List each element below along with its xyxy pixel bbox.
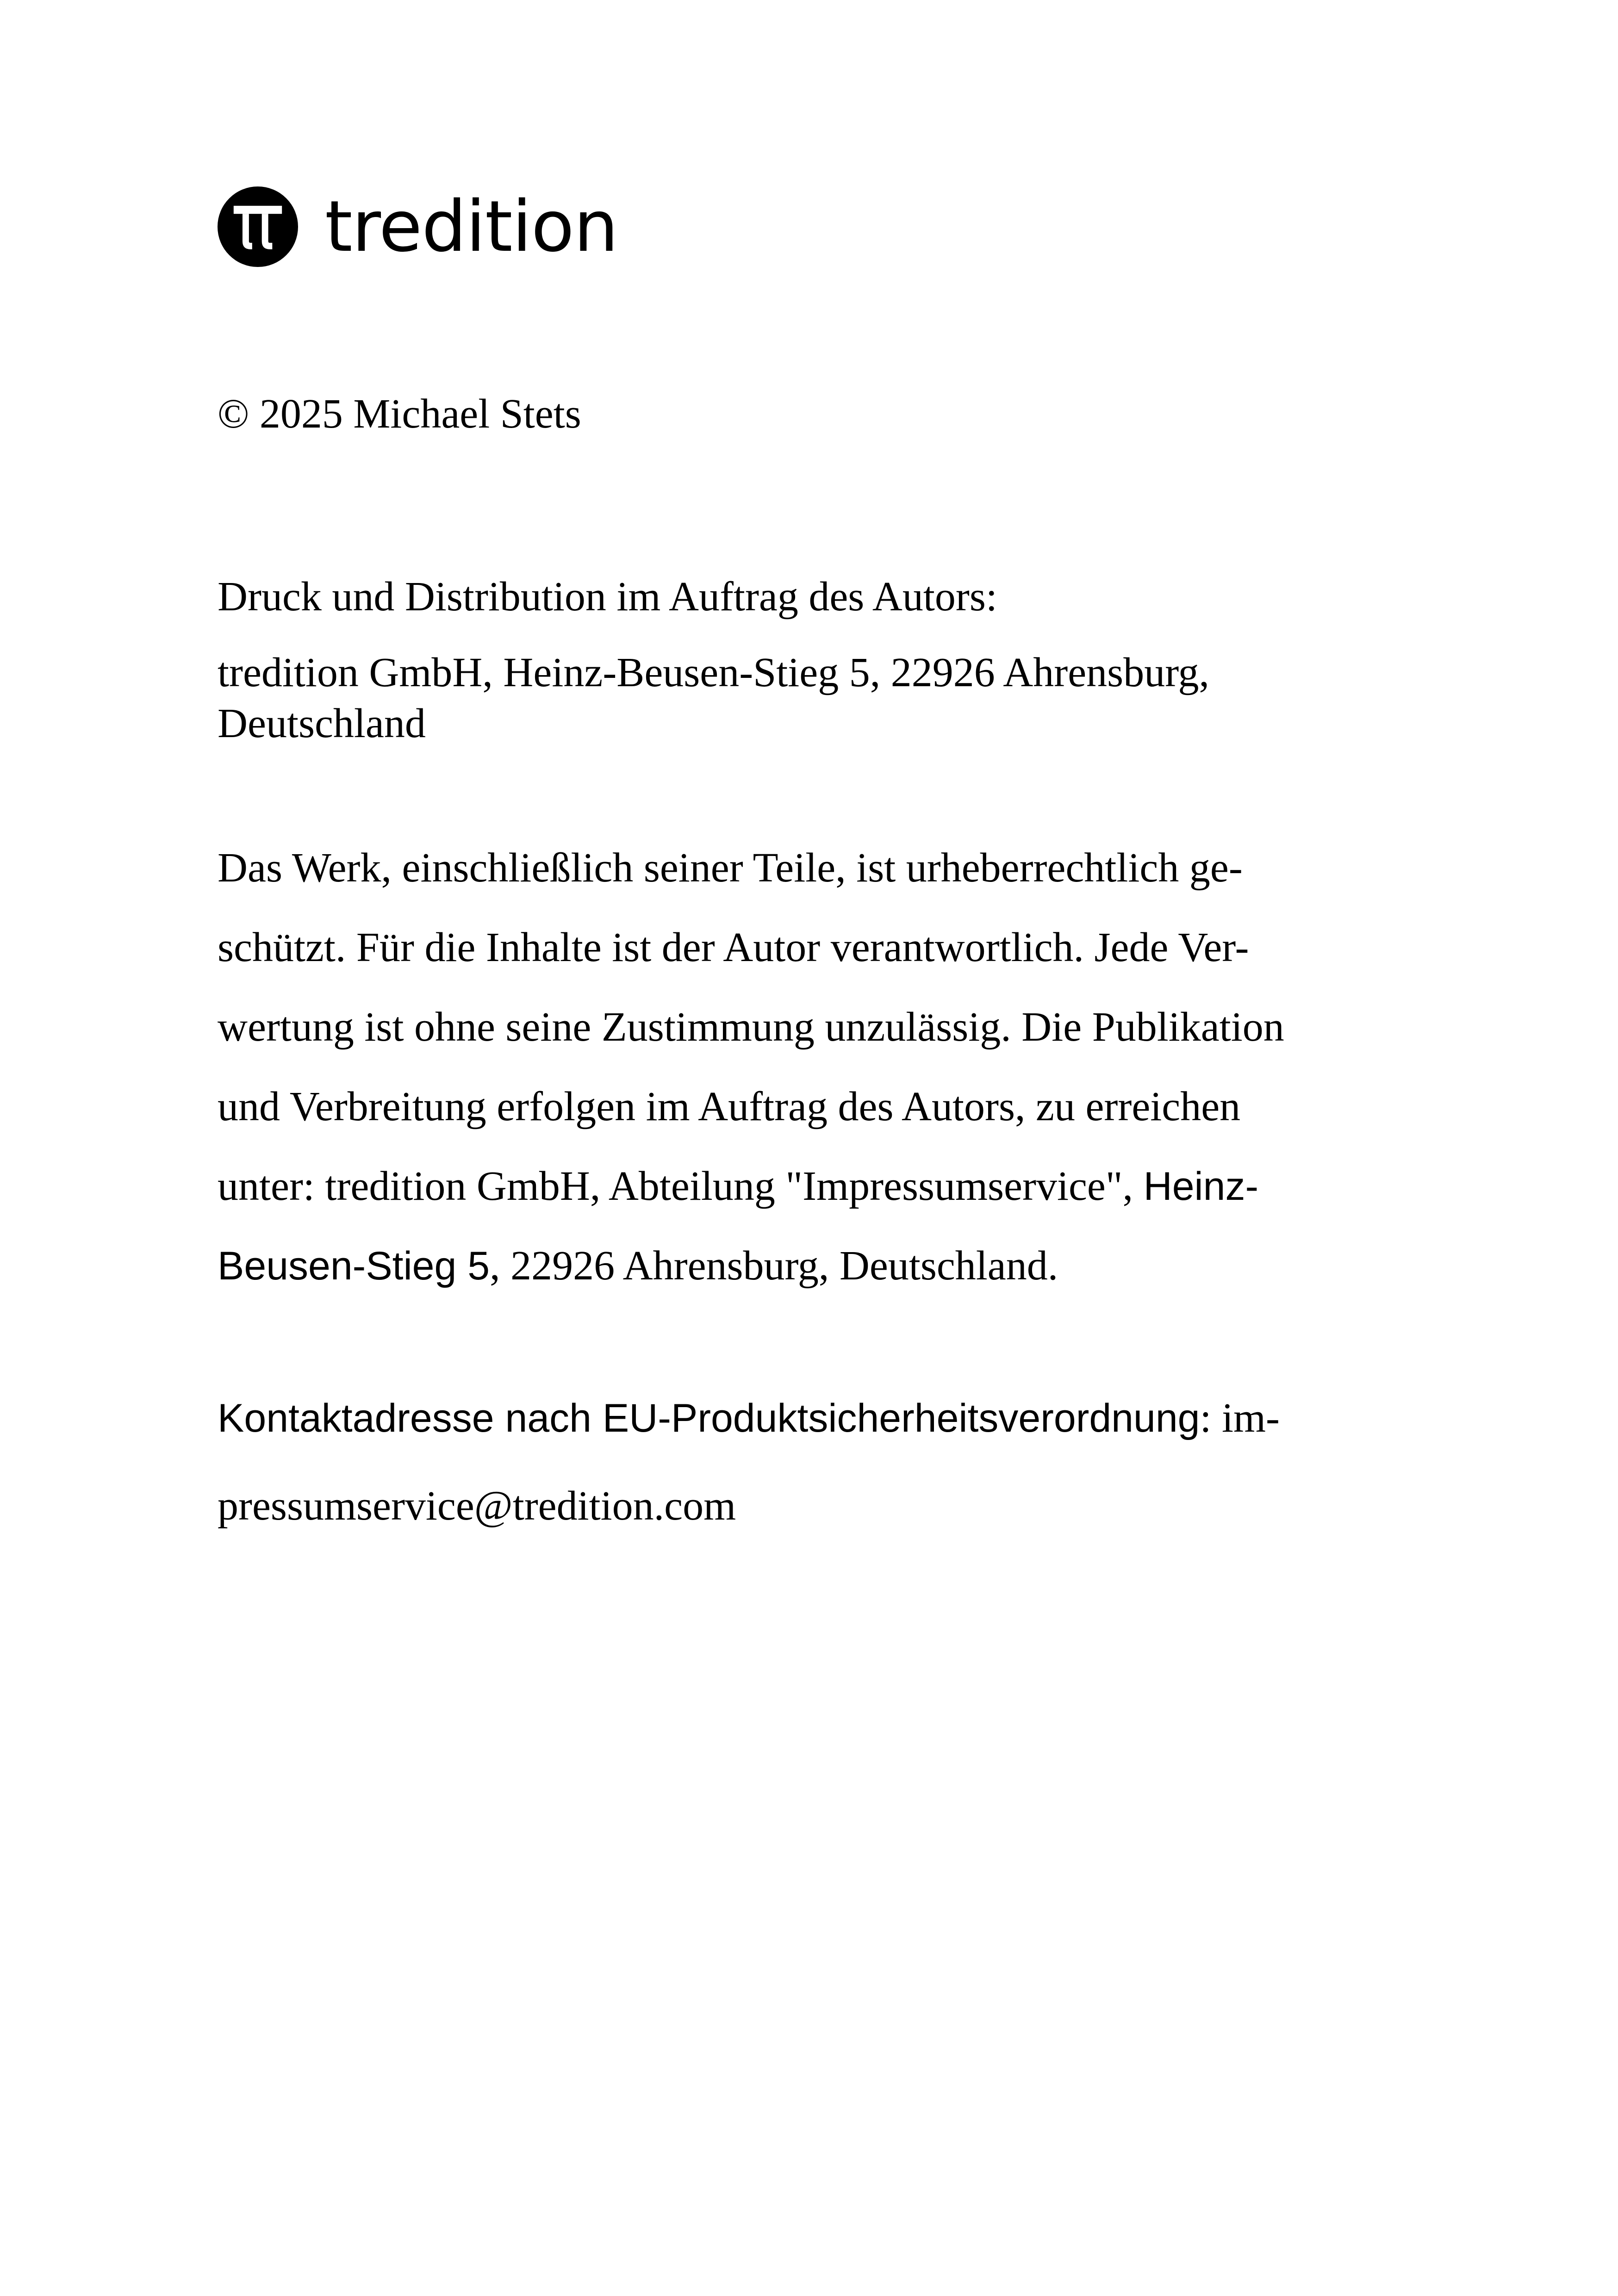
rights-line: schützt. Für die Inhalte ist der Autor verantwortlich. Jede Ver- [218, 925, 1249, 970]
copyright-text: © 2025 Michael Stets [218, 391, 581, 437]
contact-email: pressumservice@tredition.com [218, 1483, 736, 1529]
rights-line-sans-part: Heinz- [1143, 1164, 1259, 1209]
rights-line-serif-part: unter: tredition GmbH, Abteilung "Impressumservice", [218, 1163, 1144, 1209]
rights-line [218, 1147, 1495, 1226]
rights-line-sans-part: Beusen-Stieg 5 [218, 1244, 490, 1288]
publisher-logo [218, 185, 618, 268]
publisher-address-line: tredition GmbH, Heinz-Beusen-Stieg 5, 22926 Ahrensburg, [218, 650, 1210, 695]
contact-label-suffix: : im- [1200, 1395, 1280, 1441]
rights-notice [218, 828, 1495, 1306]
rights-line: und Verbreitung erfolgen im Auftrag des Autors, zu erreichen [218, 1084, 1241, 1129]
rights-line: Das Werk, einschließlich seiner Teile, ist urheberrechtlich ge- [218, 845, 1243, 891]
printing-line: Druck und Distribution im Auftrag des Autors: [218, 574, 997, 620]
contact-line [218, 1374, 1495, 1462]
copyright-notice [218, 389, 1495, 440]
logo-wordmark: tredition [325, 186, 618, 267]
tredition-logo-icon [218, 186, 298, 267]
publisher-country-line: Deutschland [218, 701, 426, 746]
contact-notice [218, 1374, 1495, 1550]
contact-label: Kontaktadresse nach EU-Produktsicherheitsverordnung [218, 1396, 1200, 1440]
printing-info [218, 571, 1495, 749]
rights-line [218, 1226, 1495, 1306]
rights-line-serif-part: , 22926 Ahrensburg, Deutschland. [490, 1243, 1058, 1289]
rights-line: wertung ist ohne seine Zustimmung unzulässig. Die Publikation [218, 1004, 1284, 1050]
